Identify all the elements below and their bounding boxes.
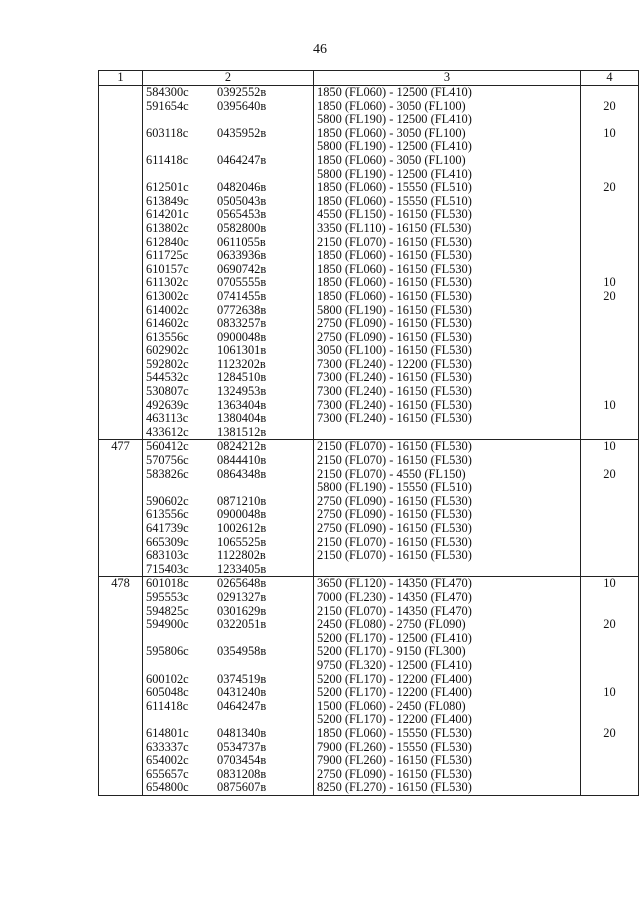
coordinate-line: [143, 113, 313, 127]
value-entry: [581, 222, 638, 236]
longitude-value: 0875607в: [217, 781, 267, 795]
coordinate-line: [143, 713, 313, 727]
longitude-value: 1381512в: [217, 425, 267, 439]
coordinate-line: [143, 481, 313, 495]
longitude-value: 1061301в: [217, 344, 267, 358]
coordinate-line: [143, 412, 313, 426]
value-entry: 20: [603, 618, 616, 632]
latitude-value: 613556с: [146, 508, 189, 522]
coordinate-line: [143, 249, 313, 263]
coordinate-line: [143, 781, 313, 795]
altitude-range: 2150 (FL070) - 16150 (FL530): [317, 454, 472, 468]
latitude-value: 633337с: [146, 740, 189, 754]
value-entry: [581, 768, 638, 782]
coordinate-line: [143, 536, 313, 550]
coordinate-line: [143, 700, 313, 714]
latitude-value: 654800с: [146, 781, 189, 795]
value-entry: 10: [603, 686, 616, 700]
altitude-range: 7000 (FL230) - 14350 (FL470): [317, 590, 472, 604]
longitude-value: 0582800в: [217, 221, 267, 235]
latitude-value: 433612с: [146, 425, 189, 439]
latitude-value: 614602с: [146, 317, 189, 331]
coordinates-cell: [143, 577, 314, 796]
longitude-value: 1284510в: [217, 371, 267, 385]
value-entry: [581, 331, 638, 345]
altitude-range: 1850 (FL060) - 15550 (FL510): [317, 181, 472, 195]
value-entry: 10: [603, 440, 616, 454]
latitude-value: 592802с: [146, 357, 189, 371]
longitude-value: 0435952в: [217, 126, 267, 140]
altitude-range: 1850 (FL060) - 16150 (FL530): [317, 276, 472, 290]
latitude-value: 613849с: [146, 194, 189, 208]
value-entry: [581, 495, 638, 509]
value-entry: 20: [603, 726, 616, 740]
altitude-range: 2750 (FL090) - 16150 (FL530): [317, 317, 472, 331]
coordinate-line: [143, 426, 313, 440]
longitude-value: 0871210в: [217, 494, 267, 508]
latitude-value: 610157с: [146, 262, 189, 276]
altitude-range: 2150 (FL070) - 4550 (FL150): [317, 467, 466, 481]
value-entry: [581, 536, 638, 550]
latitude-value: 560412с: [146, 440, 189, 454]
longitude-value: 0431240в: [217, 686, 267, 700]
coordinate-line: [143, 659, 313, 673]
value-entry: [581, 344, 638, 358]
altitude-range: 1850 (FL060) - 15550 (FL530): [317, 726, 472, 740]
latitude-value: 611725с: [146, 249, 189, 263]
value-entry: 10: [603, 398, 616, 412]
value-entry: [581, 371, 638, 385]
value-entry: [581, 605, 638, 619]
value-entry: [581, 645, 638, 659]
value-entry: [581, 659, 638, 673]
coordinate-line: [143, 140, 313, 154]
altitude-range: 1850 (FL060) - 12500 (FL410): [317, 86, 472, 99]
value-entry: [581, 713, 638, 727]
value-entry: [581, 412, 638, 426]
coordinate-line: [143, 673, 313, 687]
longitude-value: 1123202в: [217, 357, 266, 371]
latitude-value: 683103с: [146, 549, 189, 563]
longitude-value: 0831208в: [217, 767, 267, 781]
coordinate-line: [143, 317, 313, 331]
altitude-range: 2750 (FL090) - 16150 (FL530): [317, 767, 472, 781]
longitude-value: 0900048в: [217, 330, 267, 344]
coordinates-cell: [143, 86, 314, 440]
value-entry: [581, 263, 638, 277]
coordinate-line: [143, 645, 313, 659]
altitude-range: 2150 (FL070) - 16150 (FL530): [317, 440, 472, 454]
altitude-range: 5800 (FL190) - 16150 (FL530): [317, 303, 472, 317]
coordinate-line: [143, 591, 313, 605]
latitude-value: 612840с: [146, 235, 189, 249]
altitude-range: 5800 (FL190) - 12500 (FL410): [317, 140, 472, 154]
altitude-range: 5200 (FL170) - 9150 (FL300): [317, 645, 466, 659]
longitude-value: 0705555в: [217, 276, 267, 290]
latitude-value: 655657с: [146, 767, 189, 781]
altitude-range: 1850 (FL060) - 16150 (FL530): [317, 262, 472, 276]
coordinate-line: [143, 508, 313, 522]
latitude-value: 595553с: [146, 590, 189, 604]
coordinate-line: [143, 549, 313, 563]
group-number-cell: [99, 86, 143, 440]
page-number: 46: [313, 42, 327, 57]
value-entry: [581, 591, 638, 605]
coordinate-line: [143, 440, 313, 454]
altitude-range: 4550 (FL150) - 16150 (FL530): [317, 208, 472, 222]
longitude-value: 0703454в: [217, 754, 267, 768]
value-entry: [581, 317, 638, 331]
coordinate-line: [143, 618, 313, 632]
latitude-value: 463113с: [146, 412, 189, 426]
longitude-value: 0690742в: [217, 262, 267, 276]
longitude-value: 1002612в: [217, 522, 267, 535]
altitude-range: 2750 (FL090) - 16150 (FL530): [317, 508, 472, 522]
longitude-value: 1380404в: [217, 412, 267, 426]
longitude-value: 0392552в: [217, 86, 267, 99]
latitude-value: 591654с: [146, 99, 189, 113]
longitude-value: 0772638в: [217, 303, 267, 317]
latitude-value: 665309с: [146, 535, 189, 549]
latitude-value: 600102с: [146, 672, 189, 686]
latitude-value: 602902с: [146, 344, 189, 358]
coordinate-line: [143, 754, 313, 768]
coordinate-line: [143, 127, 313, 141]
altitude-range: 2750 (FL090) - 16150 (FL530): [317, 330, 472, 344]
latitude-value: 594900с: [146, 618, 189, 632]
latitude-value: 584300с: [146, 86, 189, 99]
group-number: 477: [111, 440, 130, 454]
coordinate-line: [143, 208, 313, 222]
coordinate-line: [143, 605, 313, 619]
latitude-value: 544532с: [146, 371, 189, 385]
value-entry: [581, 140, 638, 154]
coordinate-line: [143, 563, 313, 577]
latitude-value: 715403с: [146, 562, 189, 576]
latitude-value: 492639с: [146, 398, 189, 412]
altitude-range: 7900 (FL260) - 15550 (FL530): [317, 740, 472, 754]
latitude-value: 594825с: [146, 604, 189, 618]
coordinate-line: [143, 195, 313, 209]
altitude-range: 5200 (FL170) - 12200 (FL400): [317, 713, 472, 727]
altitude-range: [314, 563, 580, 577]
value-entry: [581, 754, 638, 768]
longitude-value: 0633936в: [217, 249, 267, 263]
longitude-value: 0864348в: [217, 467, 267, 481]
altitude-range: 1850 (FL060) - 3050 (FL100): [317, 99, 466, 113]
group-number: [99, 86, 142, 100]
longitude-value: 0265648в: [217, 577, 267, 591]
longitude-value: 0374519в: [217, 672, 267, 686]
latitude-value: 614002с: [146, 303, 189, 317]
longitude-value: 0741455в: [217, 289, 267, 303]
altitude-range: 2150 (FL070) - 16150 (FL530): [317, 235, 472, 249]
altitude-range: 7300 (FL240) - 16150 (FL530): [317, 398, 472, 412]
coordinates-cell: [143, 440, 314, 577]
coordinate-line: [143, 86, 313, 100]
table-row: [99, 86, 639, 440]
latitude-value: 530807с: [146, 385, 189, 399]
longitude-value: 0900048в: [217, 508, 267, 522]
altitude-range: 1850 (FL060) - 3050 (FL100): [317, 153, 466, 167]
coordinate-line: [143, 385, 313, 399]
coordinate-line: [143, 686, 313, 700]
longitude-value: 1065525в: [217, 535, 267, 549]
value-cell: [581, 440, 639, 577]
column-header: 2: [143, 71, 314, 86]
latitude-value: 595806с: [146, 645, 189, 659]
altitude-range: 7300 (FL240) - 12200 (FL530): [317, 357, 472, 371]
value-entry: [581, 168, 638, 182]
altitude-range: 7300 (FL240) - 16150 (FL530): [317, 412, 472, 426]
value-entry: [581, 154, 638, 168]
value-entry: [581, 563, 638, 577]
longitude-value: 0301629в: [217, 604, 267, 618]
altitude-range: 3650 (FL120) - 14350 (FL470): [317, 577, 472, 591]
value-entry: [581, 673, 638, 687]
value-entry: [581, 632, 638, 646]
altitude-range: 1850 (FL060) - 15550 (FL510): [317, 194, 472, 208]
value-entry: [581, 195, 638, 209]
longitude-value: 0824212в: [217, 440, 267, 454]
latitude-value: 583826с: [146, 467, 189, 481]
longitude-value: 0395640в: [217, 99, 267, 113]
table-row: [99, 440, 639, 577]
value-entry: [581, 454, 638, 468]
coordinate-line: [143, 304, 313, 318]
coordinate-line: [143, 100, 313, 114]
latitude-value: 601018с: [146, 577, 189, 591]
altitude-range: 1500 (FL060) - 2450 (FL080): [317, 699, 466, 713]
latitude-value: 611418с: [146, 153, 189, 167]
altitude-range: 3050 (FL100) - 16150 (FL530): [317, 344, 472, 358]
coordinate-line: [143, 168, 313, 182]
group-number-cell: [99, 577, 143, 796]
longitude-value: 0482046в: [217, 181, 267, 195]
coordinate-line: [143, 222, 313, 236]
longitude-value: 1233405в: [217, 562, 267, 576]
coordinate-line: [143, 632, 313, 646]
latitude-value: 641739с: [146, 522, 189, 535]
altitude-range: 1850 (FL060) - 16150 (FL530): [317, 249, 472, 263]
coordinate-line: [143, 276, 313, 290]
coordinate-line: [143, 344, 313, 358]
latitude-value: 603118с: [146, 126, 189, 140]
coordinate-line: [143, 154, 313, 168]
altitude-range: 9750 (FL320) - 12500 (FL410): [317, 658, 472, 672]
altitude-range: 7900 (FL260) - 16150 (FL530): [317, 754, 472, 768]
value-entry: 20: [603, 99, 616, 113]
column-header: 4: [581, 71, 639, 86]
value-entry: [581, 549, 638, 563]
longitude-value: 1324953в: [217, 385, 267, 399]
longitude-value: 0354958в: [217, 645, 267, 659]
coordinate-line: [143, 577, 313, 591]
coordinate-line: [143, 358, 313, 372]
value-cell: [581, 86, 639, 440]
latitude-value: 613802с: [146, 221, 189, 235]
altitude-range: 5200 (FL170) - 12200 (FL400): [317, 686, 472, 700]
altitude-range: 8250 (FL270) - 16150 (FL530): [317, 781, 472, 795]
longitude-value: 0611055в: [217, 235, 266, 249]
altitude-range-cell: [314, 86, 581, 440]
altitude-range: 7300 (FL240) - 16150 (FL530): [317, 385, 472, 399]
longitude-value: 0505043в: [217, 194, 267, 208]
altitude-range: 5800 (FL190) - 12500 (FL410): [317, 113, 472, 127]
longitude-value: 0322051в: [217, 618, 267, 632]
latitude-value: 654002с: [146, 754, 189, 768]
value-entry: [581, 781, 638, 795]
altitude-range: 2750 (FL090) - 16150 (FL530): [317, 494, 472, 508]
latitude-value: 611302с: [146, 276, 189, 290]
value-entry: [581, 385, 638, 399]
longitude-value: 0464247в: [217, 699, 267, 713]
value-entry: 20: [603, 181, 616, 195]
value-entry: [581, 208, 638, 222]
altitude-range: [314, 426, 580, 440]
coordinate-line: [143, 371, 313, 385]
latitude-value: 605048с: [146, 686, 189, 700]
coordinates-table: [98, 70, 639, 796]
coordinate-line: [143, 290, 313, 304]
coordinate-line: [143, 399, 313, 413]
altitude-range: 3350 (FL110) - 16150 (FL530): [317, 221, 472, 235]
altitude-range: 7300 (FL240) - 16150 (FL530): [317, 371, 472, 385]
altitude-range: 2150 (FL070) - 16150 (FL530): [317, 549, 472, 563]
latitude-value: 590602с: [146, 494, 189, 508]
value-entry: 20: [603, 467, 616, 481]
value-entry: 20: [603, 289, 616, 303]
longitude-value: 0481340в: [217, 726, 267, 740]
altitude-range-cell: [314, 440, 581, 577]
longitude-value: 0844410в: [217, 454, 267, 468]
latitude-value: 614801с: [146, 726, 189, 740]
coordinate-line: [143, 741, 313, 755]
value-entry: [581, 700, 638, 714]
longitude-value: 0291327в: [217, 590, 267, 604]
altitude-range-cell: [314, 577, 581, 796]
coordinate-line: [143, 468, 313, 482]
value-entry: [581, 236, 638, 250]
altitude-range: 5800 (FL190) - 15550 (FL510): [317, 481, 472, 495]
altitude-range: 2150 (FL070) - 14350 (FL470): [317, 604, 472, 618]
column-header: 3: [314, 71, 581, 86]
longitude-value: 0534737в: [217, 740, 267, 754]
value-entry: [581, 113, 638, 127]
altitude-range: 2450 (FL080) - 2750 (FL090): [317, 618, 466, 632]
value-entry: 10: [603, 577, 616, 591]
coordinate-line: [143, 331, 313, 345]
coordinate-line: [143, 236, 313, 250]
coordinate-line: [143, 263, 313, 277]
latitude-value: 612501с: [146, 181, 189, 195]
value-entry: [581, 304, 638, 318]
value-cell: [581, 577, 639, 796]
value-entry: [581, 741, 638, 755]
value-entry: [581, 249, 638, 263]
coordinate-line: [143, 768, 313, 782]
value-entry: [581, 426, 638, 440]
value-entry: 10: [603, 276, 616, 290]
value-entry: [581, 358, 638, 372]
coordinate-line: [143, 522, 313, 536]
latitude-value: 614201с: [146, 208, 189, 222]
altitude-range: 2150 (FL070) - 16150 (FL530): [317, 535, 472, 549]
value-entry: [581, 508, 638, 522]
coordinate-line: [143, 495, 313, 509]
coordinate-line: [143, 454, 313, 468]
latitude-value: 613556с: [146, 330, 189, 344]
table-row: [99, 577, 639, 796]
latitude-value: 613002с: [146, 289, 189, 303]
value-entry: 10: [603, 126, 616, 140]
longitude-value: 1122802в: [217, 549, 266, 563]
altitude-range: 5200 (FL170) - 12500 (FL410): [317, 631, 472, 645]
value-entry: [581, 522, 638, 536]
longitude-value: 0565453в: [217, 208, 267, 222]
coordinate-line: [143, 181, 313, 195]
altitude-range: 5200 (FL170) - 12200 (FL400): [317, 672, 472, 686]
longitude-value: 0464247в: [217, 153, 267, 167]
group-number: 478: [111, 577, 130, 591]
longitude-value: 1363404в: [217, 398, 267, 412]
value-entry: [581, 481, 638, 495]
latitude-value: 570756с: [146, 454, 189, 468]
altitude-range: 1850 (FL060) - 3050 (FL100): [317, 126, 466, 140]
column-header: 1: [99, 71, 143, 86]
group-number-cell: [99, 440, 143, 577]
latitude-value: 611418с: [146, 699, 189, 713]
longitude-value: 0833257в: [217, 317, 267, 331]
table-header-row: [99, 71, 639, 86]
altitude-range: 5800 (FL190) - 12500 (FL410): [317, 167, 472, 181]
value-entry: [581, 86, 638, 100]
altitude-range: 2750 (FL090) - 16150 (FL530): [317, 522, 472, 535]
coordinate-line: [143, 727, 313, 741]
altitude-range: 1850 (FL060) - 16150 (FL530): [317, 289, 472, 303]
